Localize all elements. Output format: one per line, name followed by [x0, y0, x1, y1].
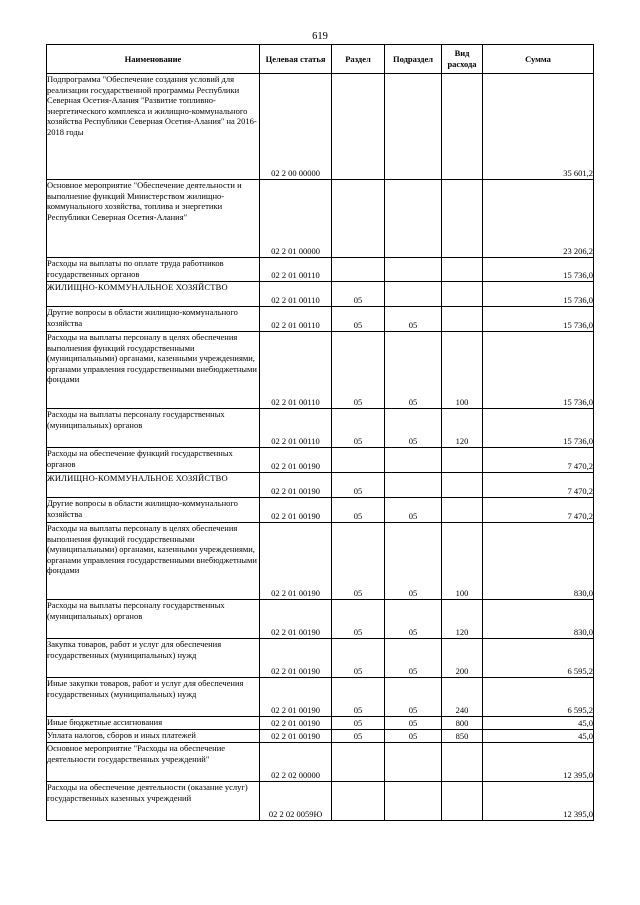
row-subsection [385, 473, 442, 498]
row-section: 05 [332, 730, 385, 743]
row-section [332, 782, 385, 821]
table-row [47, 678, 594, 717]
row-section: 05 [332, 409, 385, 448]
row-name: Расходы на обеспечение функций государственных органов [47, 448, 260, 473]
table-row [47, 717, 594, 730]
row-subsection [385, 448, 442, 473]
row-amount: 6 595,2 [483, 678, 594, 717]
row-target: 02 2 01 00190 [260, 523, 332, 600]
row-target: 02 2 02 00000 [260, 743, 332, 782]
row-name: Основное мероприятие "Расходы на обеспечение деятельности государственных учреждений" [47, 743, 260, 782]
row-expense-type [442, 743, 483, 782]
row-subsection [385, 258, 442, 282]
row-name: ЖИЛИЩНО-КОММУНАЛЬНОЕ ХОЗЯЙСТВО [47, 473, 260, 498]
row-section [332, 448, 385, 473]
row-expense-type [442, 180, 483, 258]
row-expense-type [442, 307, 483, 332]
row-expense-type [442, 282, 483, 307]
table-row [47, 258, 594, 282]
table-row [47, 180, 594, 258]
row-amount: 15 736,0 [483, 409, 594, 448]
row-target: 02 2 01 00000 [260, 180, 332, 258]
table-row [47, 282, 594, 307]
row-section: 05 [332, 473, 385, 498]
row-section [332, 258, 385, 282]
row-amount: 45,0 [483, 717, 594, 730]
row-name: Иные закупки товаров, работ и услуг для обеспечения государственных (муниципальных) нужд [47, 678, 260, 717]
table-row [47, 307, 594, 332]
row-target: 02 2 01 00190 [260, 717, 332, 730]
row-target: 02 2 01 00190 [260, 498, 332, 523]
header-subsection: Подраздел [385, 45, 442, 74]
row-section: 05 [332, 307, 385, 332]
row-section: 05 [332, 717, 385, 730]
row-section: 05 [332, 332, 385, 409]
row-expense-type [442, 74, 483, 180]
row-section: 05 [332, 498, 385, 523]
row-subsection: 05 [385, 332, 442, 409]
row-amount: 7 470,2 [483, 473, 594, 498]
row-target: 02 2 01 00190 [260, 473, 332, 498]
row-name: Расходы на выплаты персоналу государственных (муниципальных) органов [47, 409, 260, 448]
row-amount: 15 736,0 [483, 282, 594, 307]
table-row [47, 409, 594, 448]
row-subsection: 05 [385, 523, 442, 600]
row-amount: 23 206,2 [483, 180, 594, 258]
row-target: 02 2 01 00190 [260, 730, 332, 743]
row-expense-type: 240 [442, 678, 483, 717]
row-subsection [385, 282, 442, 307]
row-expense-type: 800 [442, 717, 483, 730]
row-target: 02 2 01 00110 [260, 409, 332, 448]
table-row [47, 639, 594, 678]
table-header-row [47, 45, 594, 74]
table-row [47, 730, 594, 743]
row-expense-type [442, 782, 483, 821]
row-expense-type [442, 448, 483, 473]
row-target: 02 2 01 00190 [260, 639, 332, 678]
row-amount: 7 470,2 [483, 498, 594, 523]
row-subsection: 05 [385, 600, 442, 639]
page-number: 619 [312, 31, 328, 42]
row-amount: 7 470,2 [483, 448, 594, 473]
row-section: 05 [332, 678, 385, 717]
header-section: Раздел [332, 45, 385, 74]
row-subsection: 05 [385, 678, 442, 717]
budget-table [46, 44, 594, 821]
row-expense-type: 120 [442, 409, 483, 448]
row-name: ЖИЛИЩНО-КОММУНАЛЬНОЕ ХОЗЯЙСТВО [47, 282, 260, 307]
row-section [332, 180, 385, 258]
row-target: 02 2 00 00000 [260, 74, 332, 180]
row-amount: 830,0 [483, 600, 594, 639]
table-row [47, 332, 594, 409]
row-subsection [385, 743, 442, 782]
row-subsection [385, 74, 442, 180]
table-row [47, 74, 594, 180]
row-amount: 15 736,0 [483, 307, 594, 332]
row-section: 05 [332, 523, 385, 600]
row-target: 02 2 01 00190 [260, 678, 332, 717]
row-target: 02 2 01 00110 [260, 307, 332, 332]
row-section: 05 [332, 282, 385, 307]
table-row [47, 782, 594, 821]
row-name: Подпрограмма "Обеспечение создания условий для реализации государственной программы Республики Северная Осетия-Алания "Развитие топливно-энергетического комплекса и жилищно-коммунального хозяйства Республики Северная Осетия-Алания" на 2016-2018 годы [47, 74, 260, 180]
row-expense-type: 100 [442, 523, 483, 600]
row-name: Другие вопросы в области жилищно-коммунального хозяйства [47, 307, 260, 332]
row-subsection: 05 [385, 409, 442, 448]
row-expense-type: 120 [442, 600, 483, 639]
row-name: Закупка товаров, работ и услуг для обеспечения государственных (муниципальных) нужд [47, 639, 260, 678]
row-target: 02 2 01 00110 [260, 258, 332, 282]
row-amount: 45,0 [483, 730, 594, 743]
table-row [47, 743, 594, 782]
row-subsection: 05 [385, 717, 442, 730]
row-subsection: 05 [385, 307, 442, 332]
row-section [332, 74, 385, 180]
table-row [47, 523, 594, 600]
row-amount: 6 595,2 [483, 639, 594, 678]
row-expense-type [442, 258, 483, 282]
row-amount: 12 395,0 [483, 743, 594, 782]
row-subsection [385, 180, 442, 258]
row-expense-type [442, 498, 483, 523]
row-subsection: 05 [385, 730, 442, 743]
row-name: Расходы на выплаты персоналу в целях обеспечения выполнения функций государственными (муниципальными) органами, казенными учреждениями, органами управления государственными внебюджетными фондами [47, 332, 260, 409]
row-expense-type [442, 473, 483, 498]
row-target: 02 2 02 0059Ю [260, 782, 332, 821]
row-section [332, 743, 385, 782]
row-target: 02 2 01 00190 [260, 448, 332, 473]
row-amount: 35 601,2 [483, 74, 594, 180]
row-amount: 12 395,0 [483, 782, 594, 821]
row-name: Расходы на выплаты по оплате труда работников государственных органов [47, 258, 260, 282]
header-expense-type: Вид расхода [442, 45, 483, 74]
row-expense-type: 100 [442, 332, 483, 409]
row-name: Расходы на выплаты персоналу государственных (муниципальных) органов [47, 600, 260, 639]
row-amount: 15 736,0 [483, 258, 594, 282]
row-name: Уплата налогов, сборов и иных платежей [47, 730, 260, 743]
header-amount: Сумма [483, 45, 594, 74]
row-amount: 830,0 [483, 523, 594, 600]
table-row [47, 473, 594, 498]
row-name: Расходы на обеспечение деятельности (оказание услуг) государственных казенных учреждений [47, 782, 260, 821]
row-name: Другие вопросы в области жилищно-коммунального хозяйства [47, 498, 260, 523]
row-expense-type: 200 [442, 639, 483, 678]
row-amount: 15 736,0 [483, 332, 594, 409]
row-section: 05 [332, 600, 385, 639]
row-expense-type: 850 [442, 730, 483, 743]
table-row [47, 498, 594, 523]
row-name: Основное мероприятие "Обеспечение деятельности и выполнение функций Министерством жилищно-коммунального хозяйства, топлива и энергетики Республики Северная Осетия-Алания" [47, 180, 260, 258]
row-subsection: 05 [385, 639, 442, 678]
table-row [47, 600, 594, 639]
header-target: Целевая статья [260, 45, 332, 74]
table-row [47, 448, 594, 473]
row-target: 02 2 01 00110 [260, 332, 332, 409]
row-section: 05 [332, 639, 385, 678]
row-target: 02 2 01 00190 [260, 600, 332, 639]
row-target: 02 2 01 00110 [260, 282, 332, 307]
row-subsection: 05 [385, 498, 442, 523]
row-subsection [385, 782, 442, 821]
row-name: Расходы на выплаты персоналу в целях обеспечения выполнения функций государственными (муниципальными) органами, казенными учреждениями, органами управления государственными внебюджетными фондами [47, 523, 260, 600]
row-name: Иные бюджетные ассигнования [47, 717, 260, 730]
header-name: Наименование [47, 45, 260, 74]
